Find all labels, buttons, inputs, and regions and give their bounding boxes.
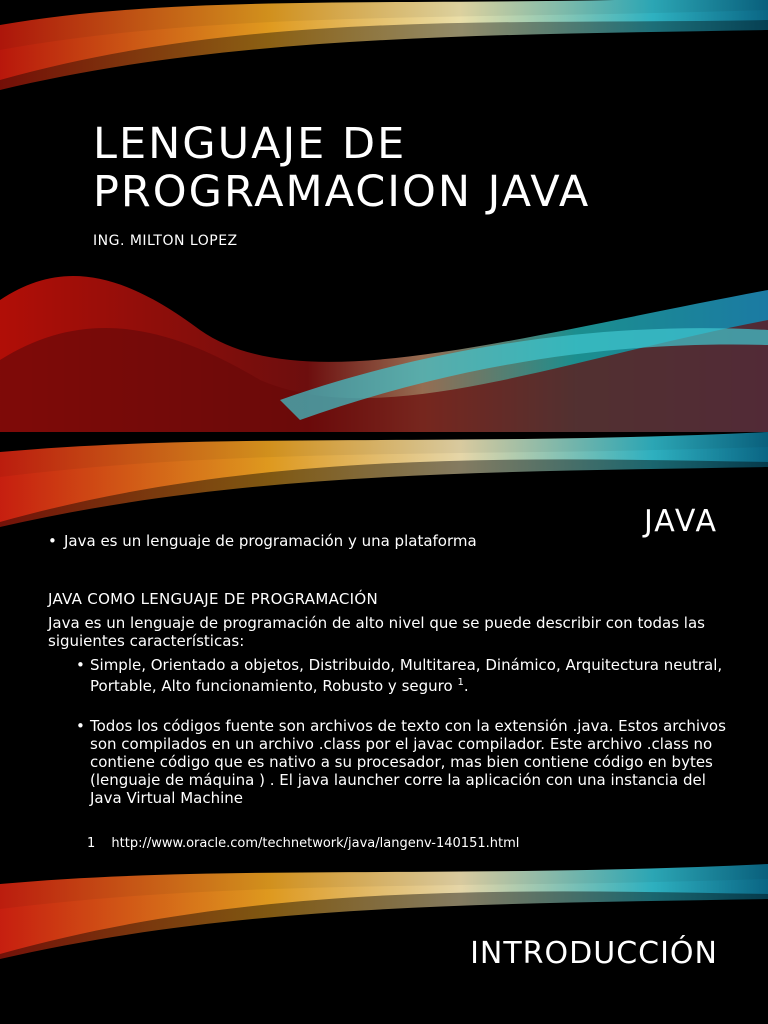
title-line-2: PROGRAMACION JAVA [93,167,591,217]
slide-title: JAVA [643,504,718,539]
author-subtitle: ING. MILTON LOPEZ [93,233,238,249]
footnote-link[interactable]: http://www.oracle.com/technetwork/java/langenv-140151.html [111,836,520,851]
bullet-item: • Java es un lenguaje de programación y una plataforma [48,532,728,550]
sub-bullet-item: • Simple, Orientado a objetos, Distribuido, Multitarea, Dinámico, Arquitectura neutral, Portable, Alto funcionamiento, Robusto y seguro $^1$. [76,656,728,695]
java-slide [0,432,768,864]
presentation-title [93,120,590,216]
paragraph: Java es un lenguaje de programación de alto nivel que se puede describir con todas las siguientes características: [48,614,705,650]
footnote-number: 1 [87,836,96,851]
slide-content [48,532,728,807]
sub-bullet-text: Simple, Orientado a objetos, Distribuido, Multitarea, Dinámico, Arquitectura neutral, Portable, Alto funcionamiento, Robusto y seguro [90,656,723,695]
intro-slide [0,864,768,1024]
footnote-ref: 1 [457,677,464,688]
footnote [87,836,519,851]
section-heading: JAVA COMO LENGUAJE DE PROGRAMACIÓN [48,590,379,608]
title-slide [0,0,768,432]
sub-bullet-item: • Todos los códigos fuente son archivos de texto con la extensión .java. Estos archivos son compilados en un archivo .class por el javac compilador. Este archivo .class no contiene código que es nativo a su procesador, mas bien contiene código en bytes (lenguaje de máquina ) . El java launcher corre la aplicación con una instancia del Java Virtual Machine [76,717,728,807]
slide-title: INTRODUCCIÓN [470,936,718,971]
title-line-1: LENGUAJE DE [93,119,407,169]
